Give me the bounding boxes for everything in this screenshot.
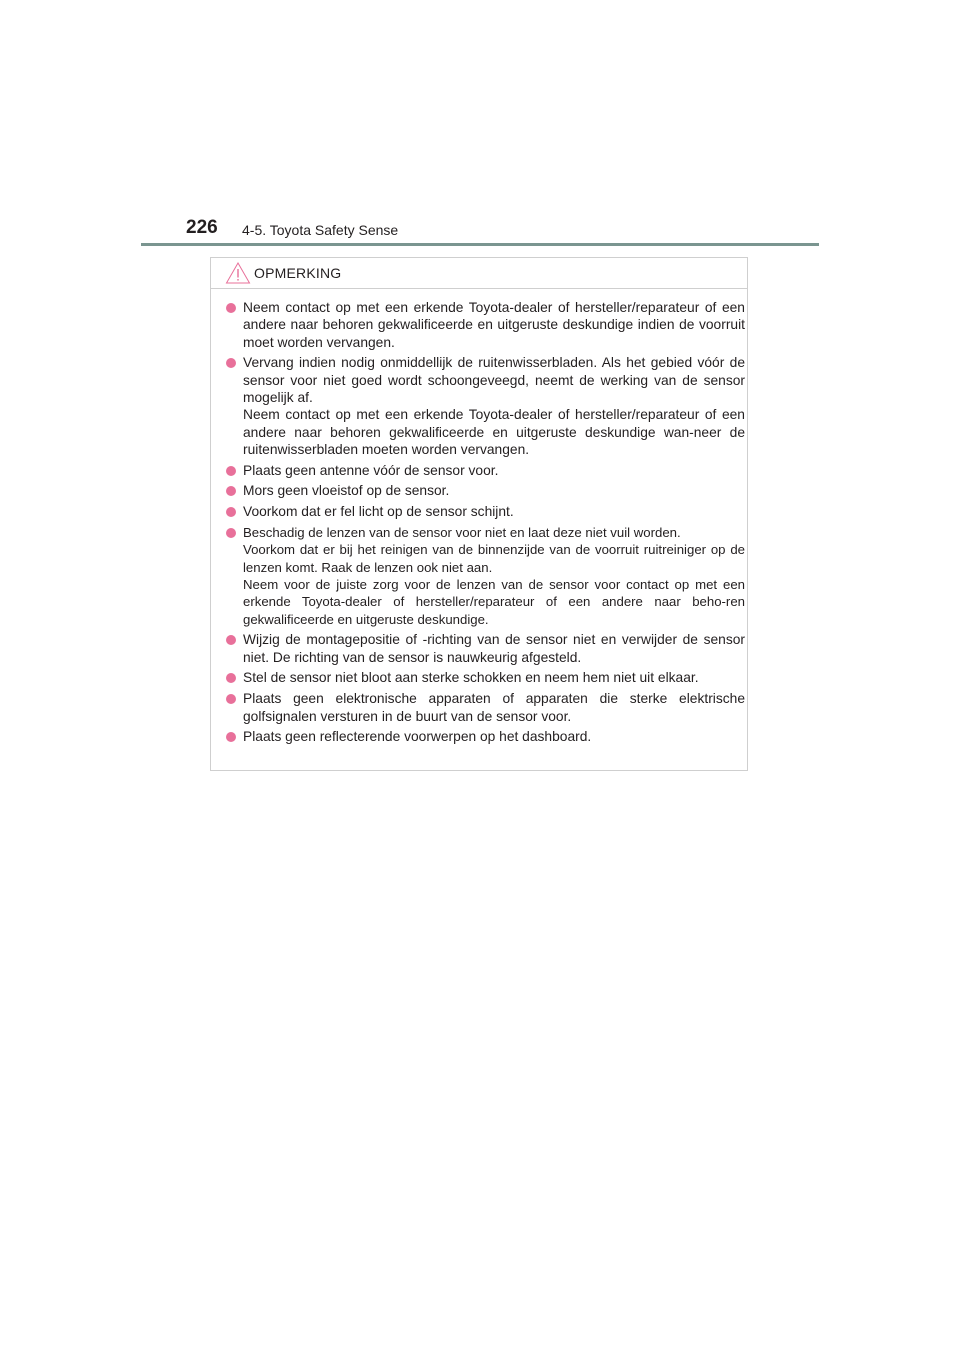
page-header: [186, 216, 756, 240]
bullet-icon: [226, 358, 236, 368]
notice-list-item: [225, 728, 745, 745]
bullet-icon: [226, 673, 236, 683]
notice-list-item: [225, 354, 745, 458]
notice-item-paragraph: Voorkom dat er fel licht op de sensor schijnt.: [243, 504, 514, 520]
notice-item-paragraph: Neem contact op met een erkende Toyota-dealer of hersteller/reparateur of een andere naar behoren gekwalificeerde en uitgeruste deskundige wan-neer de ruitenwisserbladen moeten worden vervangen.: [243, 407, 745, 457]
notice-item-text: [243, 669, 745, 686]
notice-item-paragraph: Plaats geen antenne vóór de sensor voor.: [243, 462, 499, 478]
bullet-icon: [226, 303, 236, 313]
notice-item-text: [243, 299, 745, 351]
bullet-icon: [226, 528, 236, 538]
notice-item-paragraph: Wijzig de montagepositie of -richting van de sensor niet en verwijder de sensor niet. De richting van de sensor is nauwkeurig afgesteld.: [243, 632, 745, 665]
notice-label: OPMERKING: [254, 265, 342, 281]
notice-item-text: [243, 462, 745, 479]
header-rule: [141, 243, 819, 246]
notice-list: [225, 299, 745, 749]
notice-box: [210, 257, 748, 771]
notice-list-item: [225, 299, 745, 351]
notice-list-item: [225, 669, 745, 686]
bullet-icon: [226, 694, 236, 704]
notice-item-text: [243, 354, 745, 458]
notice-list-item: [225, 462, 745, 479]
notice-item-paragraph: Stel de sensor niet bloot aan sterke schokken en neem hem niet uit elkaar.: [243, 670, 699, 686]
notice-list-item: [225, 690, 745, 725]
notice-list-item: [225, 631, 745, 666]
notice-item-text: [243, 524, 745, 628]
notice-list-item: [225, 482, 745, 499]
bullet-icon: [226, 486, 236, 496]
warning-triangle-icon: [225, 261, 251, 285]
bullet-icon: [226, 635, 236, 645]
notice-item-paragraph: Plaats geen elektronische apparaten of apparaten die sterke elektrische golfsignalen versturen in de buurt van de sensor voor.: [243, 691, 745, 724]
notice-item-text: [243, 503, 745, 520]
bullet-icon: [226, 507, 236, 517]
page-number: 226: [186, 217, 218, 238]
notice-item-paragraph: Neem voor de juiste zorg voor de lenzen van de sensor voor contact op met een erkende Toyota-dealer of hersteller/reparateur of een andere naar beho-ren gekwalificeerde en uitgeruste deskundige.: [243, 576, 745, 627]
notice-item-text: [243, 690, 745, 725]
bullet-icon: [226, 466, 236, 476]
notice-item-paragraph: Plaats geen reflecterende voorwerpen op het dashboard.: [243, 729, 592, 745]
notice-list-item: [225, 503, 745, 520]
notice-item-paragraph: Mors geen vloeistof op de sensor.: [243, 483, 450, 499]
notice-item-paragraph: Vervang indien nodig onmiddellijk de ruitenwisserbladen. Als het gebied vóór de sensor voor niet goed wordt schoongeveegd, neemt de werking van de sensor mogelijk af.: [243, 355, 745, 405]
notice-item-text: [243, 631, 745, 666]
notice-header: [211, 258, 747, 289]
notice-list-item: [225, 524, 745, 628]
bullet-icon: [226, 732, 236, 742]
notice-item-paragraph: Beschadig de lenzen van de sensor voor niet en laat deze niet vuil worden.: [243, 525, 681, 541]
notice-item-text: [243, 482, 745, 499]
notice-item-paragraph: Neem contact op met een erkende Toyota-dealer of hersteller/reparateur of een andere naar behoren gekwalificeerde en uitgeruste deskundige indien de voorruit moet worden vervangen.: [243, 300, 745, 350]
section-title: 4-5. Toyota Safety Sense: [242, 222, 399, 238]
notice-item-text: [243, 728, 745, 745]
notice-item-paragraph: Voorkom dat er bij het reinigen van de binnenzijde van de voorruit ruitreiniger op de lenzen komt. Raak de lenzen ook niet aan.: [243, 542, 745, 575]
